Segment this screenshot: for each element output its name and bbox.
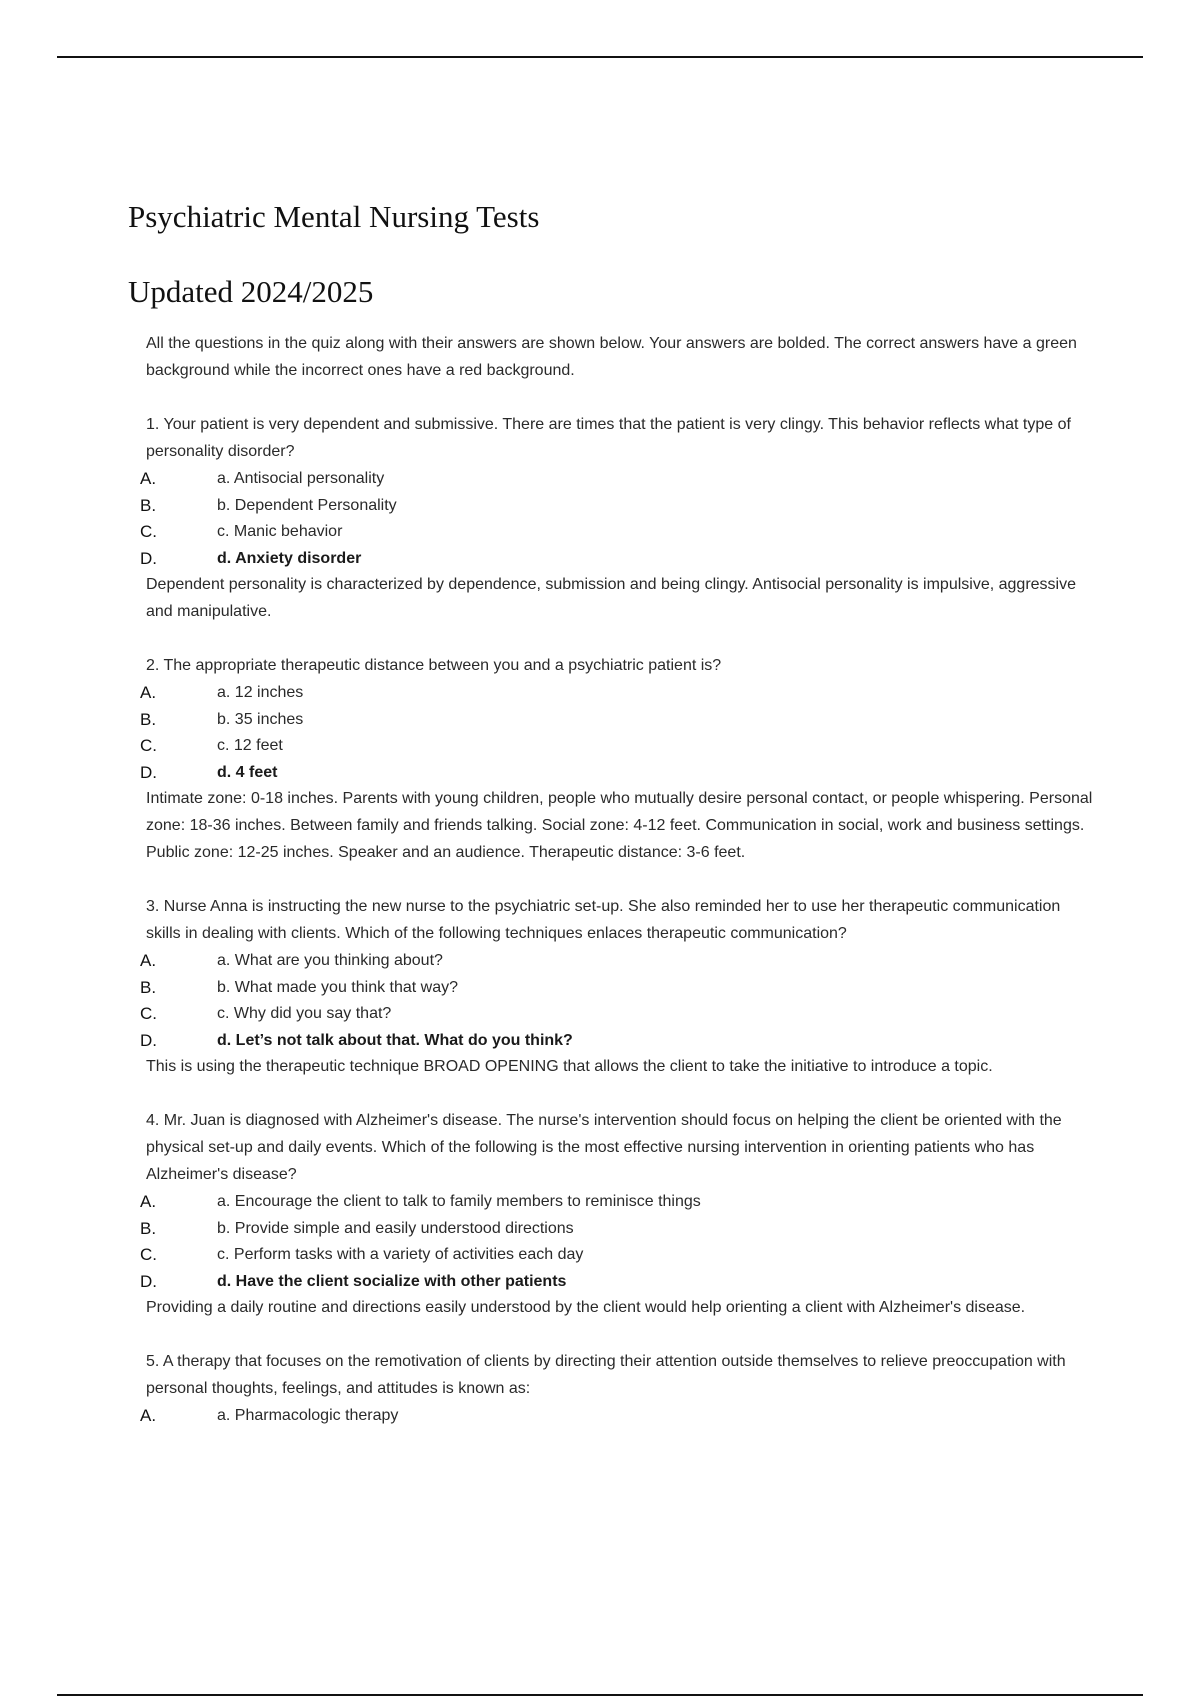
option-text: a. Antisocial personality: [217, 470, 385, 487]
option-letter: A.: [140, 469, 157, 488]
option-c: [140, 1000, 1096, 1027]
option-letter: C.: [140, 1245, 157, 1264]
question-1: [140, 411, 1096, 625]
option-text: b. What made you think that way?: [217, 978, 459, 996]
page-title: Psychiatric Mental Nursing Tests: [128, 199, 540, 234]
option-list: [140, 1402, 1096, 1429]
option-letter: D.: [140, 548, 157, 568]
question-3: [140, 893, 1096, 1080]
option-letter: C.: [140, 1004, 157, 1023]
option-letter: B.: [140, 709, 157, 729]
option-c: [140, 518, 1096, 545]
option-a: [140, 1188, 1096, 1215]
option-text: b. Dependent Personality: [217, 496, 397, 514]
option-letter: A.: [140, 1192, 157, 1211]
option-d: [140, 545, 1096, 572]
question-text: 5. A therapy that focuses on the remotivation of clients by directing their attention outside themselves to relieve preoccupation with personal thoughts, feelings, and attitudes is known as:: [146, 1353, 1066, 1397]
option-text: c. Perform tasks with a variety of activities each day: [217, 1246, 584, 1263]
option-list: [140, 679, 1096, 785]
option-letter: C.: [140, 736, 157, 755]
intro-text: All the questions in the quiz along with their answers are shown below. Your answers are bolded. The correct answers have a green background while the incorrect ones have a red background.: [146, 335, 1077, 379]
option-list: [140, 465, 1096, 571]
question-text: 4. Mr. Juan is diagnosed with Alzheimer's disease. The nurse's intervention should focus on helping the client be oriented with the physical set-up and daily events. Which of the following is the most effective nursing intervention in orienting patients who has Alzheimer's disease?: [146, 1112, 1062, 1183]
option-letter: A.: [140, 951, 157, 970]
option-d: [140, 759, 1096, 786]
option-text: c. 12 feet: [217, 737, 283, 754]
option-text: c. Manic behavior: [217, 523, 343, 540]
option-d: [140, 1027, 1096, 1054]
question-text: 3. Nurse Anna is instructing the new nurse to the psychiatric set-up. She also reminded her to use her therapeutic communication skills in dealing with clients. Which of the following techniques enlaces therapeutic communication?: [146, 898, 1061, 942]
question-5: [140, 1348, 1096, 1429]
option-a: [140, 465, 1096, 492]
option-a: [140, 947, 1096, 974]
option-letter: D.: [140, 762, 157, 782]
option-text: a. What are you thinking about?: [217, 952, 443, 969]
option-text: c. Why did you say that?: [217, 1005, 392, 1022]
option-text: a. Pharmacologic therapy: [217, 1407, 399, 1424]
option-c: [140, 732, 1096, 759]
option-letter: D.: [140, 1030, 157, 1050]
option-letter: B.: [140, 495, 157, 515]
answer-rationale: Intimate zone: 0-18 inches. Parents with young children, people who mutually desire personal contact, or people whispering. Personal zone: 18-36 inches. Between family and friends talking. Social zone: 4-12 feet. Communication in social, work and business settings. Public zone: 12-25 inches. Speaker and an audience. Therapeutic distance: 3-6 feet.: [146, 790, 1093, 861]
question-4: [140, 1107, 1096, 1321]
option-d: [140, 1268, 1096, 1295]
option-text: a. Encourage the client to talk to family members to reminisce things: [217, 1193, 701, 1210]
option-b: [140, 706, 1096, 733]
option-text: d. Anxiety disorder: [217, 549, 362, 567]
question-text: 2. The appropriate therapeutic distance between you and a psychiatric patient is?: [146, 657, 722, 674]
option-text: b. 35 inches: [217, 710, 304, 728]
option-b: [140, 492, 1096, 519]
option-text: d. Have the client socialize with other patients: [217, 1272, 567, 1290]
answer-rationale: This is using the therapeutic technique BROAD OPENING that allows the client to take the initiative to introduce a topic.: [146, 1058, 993, 1075]
option-letter: D.: [140, 1271, 157, 1291]
bottom-rule: [57, 1694, 1143, 1696]
option-list: [140, 1188, 1096, 1294]
option-letter: A.: [140, 683, 157, 702]
answer-rationale: Dependent personality is characterized by dependence, submission and being clingy. Antisocial personality is impulsive, aggressive and manipulative.: [146, 576, 1076, 620]
option-a: [140, 1402, 1096, 1429]
option-letter: C.: [140, 522, 157, 541]
top-rule: [57, 56, 1143, 58]
option-letter: B.: [140, 977, 157, 997]
option-b: [140, 1215, 1096, 1242]
option-letter: B.: [140, 1218, 157, 1238]
option-text: d. Let’s not talk about that. What do you think?: [217, 1031, 573, 1049]
question-2: [140, 652, 1096, 866]
answer-rationale: Providing a daily routine and directions easily understood by the client would help orienting a client with Alzheimer's disease.: [146, 1299, 1026, 1316]
option-text: d. 4 feet: [217, 763, 278, 781]
option-text: a. 12 inches: [217, 684, 304, 701]
option-c: [140, 1241, 1096, 1268]
option-letter: A.: [140, 1406, 157, 1425]
option-b: [140, 974, 1096, 1001]
quiz-content: [140, 330, 1096, 1456]
page-subtitle: Updated 2024/2025: [128, 274, 374, 309]
option-list: [140, 947, 1096, 1053]
option-a: [140, 679, 1096, 706]
option-text: b. Provide simple and easily understood directions: [217, 1219, 574, 1237]
question-text: 1. Your patient is very dependent and submissive. There are times that the patient is very clingy. This behavior reflects what type of personality disorder?: [146, 416, 1071, 460]
